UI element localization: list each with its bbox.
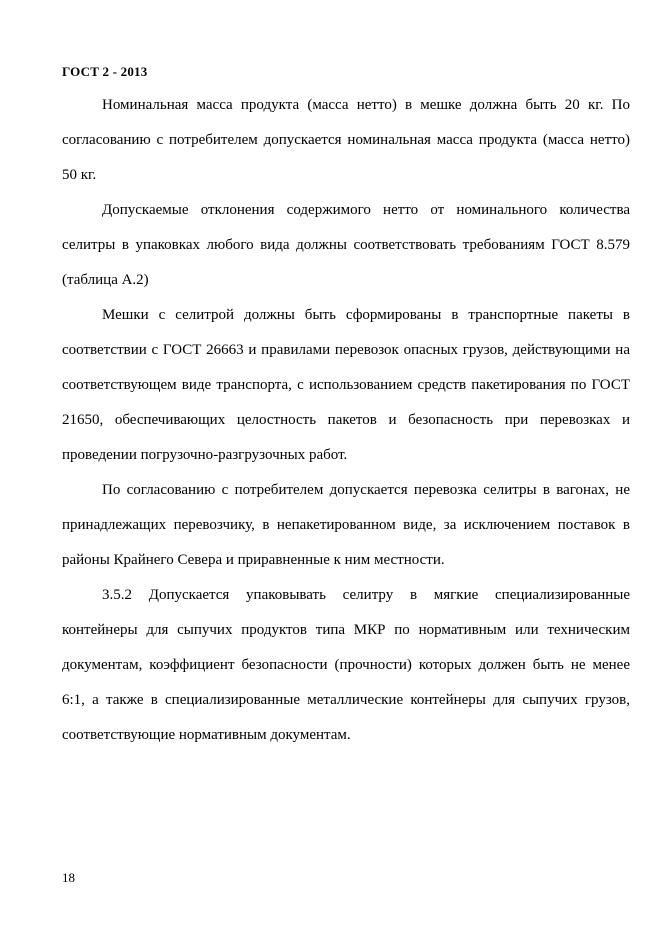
paragraph-net-mass: Номинальная масса продукта (масса нетто) в мешке должна быть 20 кг. По согласованию с потребителем допускается номинальная масса продукта (масса нетто) 50 кг. <box>62 97 630 183</box>
document-code-header: ГОСТ 2 - 2013 <box>62 64 148 79</box>
paragraph-transport-packages: Мешки с селитрой должны быть сформированы в транспортные пакеты в соответствии с ГОСТ 26663 и правилами перевозок опасных грузов, действующими на соответствующем виде транспорта, с использованием средств пакетирования по ГОСТ 21650, обеспечивающих целостность пакетов и безопасность при перевозках и проведении погрузочно-разгрузочных работ. <box>62 307 630 463</box>
paragraph-wagon-transport: По согласованию с потребителем допускается перевозка селитры в вагонах, не принадлежащих перевозчику, в непакетированном виде, за исключением поставок в районы Крайнего Севера и приравненные к ним местности. <box>62 482 630 568</box>
page-number: 18 <box>62 870 75 885</box>
paragraph-tolerances: Допускаемые отклонения содержимого нетто от номинального количества селитры в упаковках любого вида должны соответствовать требованиям ГОСТ 8.579 (таблица А.2) <box>62 202 630 288</box>
paragraph-soft-containers: 3.5.2 Допускается упаковывать селитру в мягкие специализированные контейнеры для сыпучих продуктов типа МКР по нормативным или техническим документам, коэффициент безопасности (прочности) которых должен быть не менее 6:1, а также в специализированные металлические контейнеры для сыпучих грузов, соответствующие нормативным документам. <box>62 587 630 743</box>
document-body <box>62 88 630 753</box>
